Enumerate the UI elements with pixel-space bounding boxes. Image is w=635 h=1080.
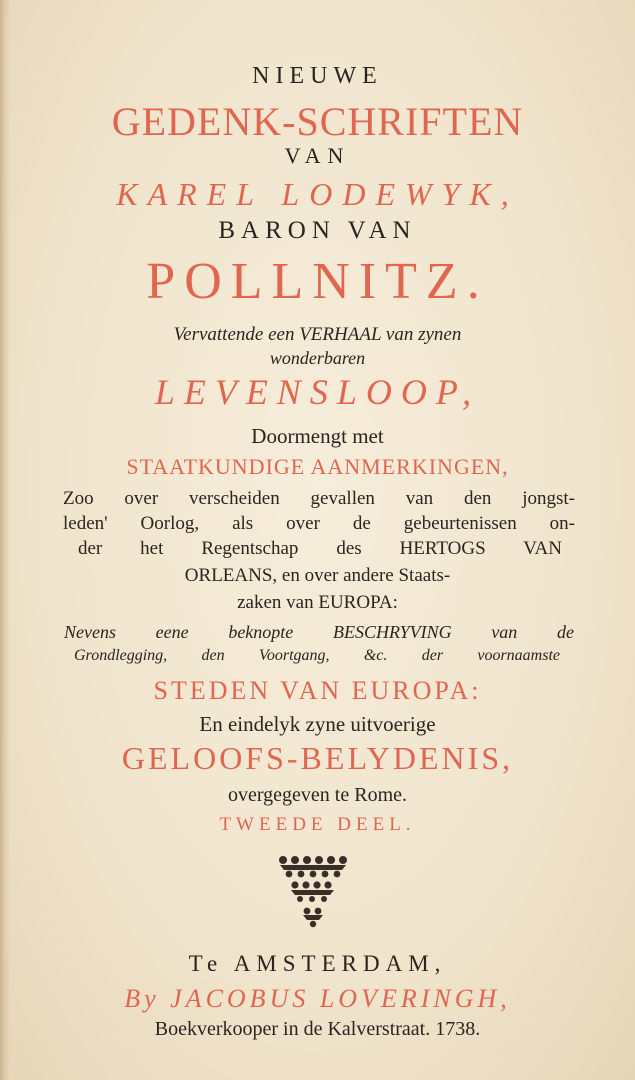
body-line-4: ORLEANS, en over andere Staats-	[184, 565, 451, 586]
fleuron-ornament-icon	[270, 852, 356, 930]
title-line-staatkundige: STAATKUNDIGE AANMERKINGEN,	[126, 454, 509, 479]
title-line-steden: STEDEN VAN EUROPA:	[153, 676, 482, 705]
subtitle-vervattende: Vervattende een VERHAAL van zynen	[173, 324, 462, 345]
imprint-place: Te AMSTERDAM,	[188, 951, 447, 976]
volume-label: TWEEDE DEEL.	[219, 814, 416, 835]
body-line-rome: overgegeven te Rome.	[227, 784, 407, 806]
title-line-van: VAN	[284, 143, 351, 168]
body-line-2: leden' Oorlog, als over de gebeurtenissen on-	[63, 513, 575, 534]
title-line-nieuwe: NIEUWE	[252, 63, 383, 89]
body-line-eindelyk: En eindelyk zyne uitvoerige	[199, 712, 436, 736]
subtitle-wonderbaren: wonderbaren	[269, 348, 366, 368]
title-line-gedenk-schriften: GEDENK-SCHRIFTEN	[111, 99, 524, 144]
title-line-baron-van: BARON VAN	[218, 217, 417, 244]
title-line-levensloop: LEVENSLOOP,	[154, 372, 481, 412]
imprint-address-year: Boekverkooper in de Kalverstraat. 1738.	[154, 1018, 481, 1040]
author-name: KAREL LODEWYK,	[116, 176, 519, 212]
body-line-nevens: Nevens eene beknopte BESCHRYVING van de	[64, 622, 574, 642]
body-line-1: Zoo over verscheiden gevallen van den jongst-	[63, 488, 575, 509]
body-line-grondlegging: Grondlegging, den Voortgang, &c. der voornaamste	[74, 647, 560, 664]
text-doormengt-met: Doormengt met	[251, 424, 384, 448]
title-line-pollnitz: POLLNITZ.	[146, 253, 489, 310]
body-line-3: der het Regentschap des HERTOGS VAN	[78, 538, 562, 559]
imprint-publisher: By JACOBUS LOVERINGH,	[124, 984, 511, 1013]
body-line-5: zaken van EUROPA:	[237, 592, 398, 613]
title-line-geloofs: GELOOFS-BELYDENIS,	[121, 740, 514, 776]
